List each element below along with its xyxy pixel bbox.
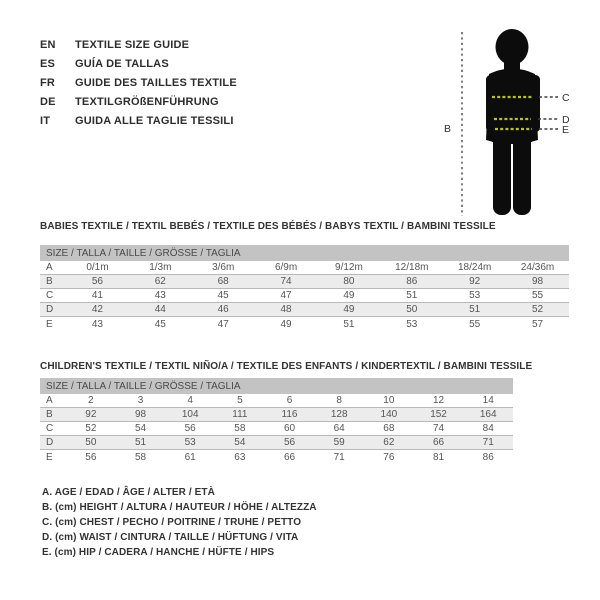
size-value-cell: 44 (154, 304, 166, 315)
size-table-row (40, 303, 569, 317)
children-size-table (40, 378, 513, 464)
size-value-cell: 140 (380, 409, 398, 420)
language-title: GUÍA DE TALLAS (75, 57, 169, 70)
size-table-row (40, 450, 513, 464)
size-value-cell: 12/18m (395, 262, 429, 273)
size-value-cell: 1/3m (149, 262, 172, 273)
size-table-row (40, 317, 569, 331)
size-value-cell: 18/24m (458, 262, 492, 273)
silhouette-right-arm (531, 75, 540, 132)
size-value-cell: 81 (432, 451, 445, 463)
legend-line: E. (cm) HIP / CADERA / HANCHE / HÜFTE / HIPS (42, 547, 275, 558)
size-table-row (40, 408, 513, 422)
size-value-cell: 53 (469, 290, 481, 301)
language-row (40, 111, 237, 130)
size-value-cell: 164 (479, 409, 497, 420)
size-figure (438, 16, 598, 231)
size-value-cell: 76 (383, 451, 395, 463)
size-value-cell: 80 (343, 276, 355, 287)
language-title: TEXTILE SIZE GUIDE (75, 38, 190, 51)
language-title: GUIDA ALLE TAGLIE TESSILI (75, 114, 234, 127)
language-code: DE (40, 95, 56, 108)
size-value-cell: 6/9m (274, 262, 298, 273)
row-measure-label: B (46, 276, 53, 287)
language-row (40, 92, 237, 111)
size-value-cell: 71 (482, 437, 494, 448)
babies-table-title: BABIES TEXTILE / TEXTIL BEBÉS / TEXTILE DES BÉBÉS / BABYS TEXTIL / BAMBINI TESSILE (40, 221, 496, 232)
children-table-title: CHILDREN'S TEXTILE / TEXTIL NIÑO/A / TEXTILE DES ENFANTS / KINDERTEXTIL / BAMBINI TESSILE (40, 361, 533, 372)
size-value-cell: 46 (217, 304, 229, 315)
size-value-cell: 111 (232, 409, 248, 420)
size-value-cell: 86 (482, 451, 494, 463)
size-value-cell: 3/6m (212, 262, 235, 273)
language-row (40, 35, 237, 54)
size-value-cell: 47 (280, 290, 292, 301)
language-title-list (40, 35, 237, 130)
size-value-cell: 68 (383, 423, 395, 434)
hip-label: E (562, 124, 570, 136)
row-measure-label: E (46, 451, 53, 463)
row-measure-label: E (46, 318, 53, 330)
size-value-cell: 98 (134, 409, 147, 420)
size-header-row: SIZE / TALLA / TAILLE / GRÖSSE / TAGLIA (40, 245, 569, 261)
size-header-row: SIZE / TALLA / TAILLE / GRÖSSE / TAGLIA (40, 378, 513, 394)
size-value-cell: 63 (234, 451, 246, 463)
size-value-cell: 52 (85, 423, 97, 434)
size-value-cell: 98 (532, 276, 544, 287)
row-measure-label: A (46, 262, 53, 273)
size-value-cell: 128 (330, 409, 348, 420)
child-silhouette-diagram (438, 16, 598, 231)
size-value-cell: 50 (85, 437, 97, 448)
size-value-cell: 84 (482, 423, 494, 434)
size-value-cell: 47 (217, 318, 229, 330)
size-value-cell: 54 (134, 423, 147, 434)
row-measure-label: C (46, 290, 54, 301)
size-value-cell: 62 (154, 276, 166, 287)
size-value-cell: 57 (532, 318, 544, 330)
row-measure-label: A (46, 395, 53, 406)
size-table-row (40, 436, 513, 450)
child-silhouette (486, 29, 540, 215)
size-value-cell: 51 (469, 304, 481, 315)
size-value-cell: 56 (91, 276, 103, 287)
row-measure-label: C (46, 423, 54, 434)
size-value-cell: 58 (134, 451, 147, 463)
row-measure-label: D (46, 437, 54, 448)
size-value-cell: 55 (469, 318, 481, 330)
size-value-cell: 74 (432, 423, 445, 434)
size-value-cell: 0/1m (86, 262, 109, 273)
size-value-cell: 60 (283, 423, 296, 434)
row-measure-label: D (46, 304, 54, 315)
size-value-cell: 49 (343, 290, 355, 301)
legend-line: A. AGE / EDAD / ÂGE / ALTER / ETÀ (42, 487, 215, 498)
language-code: FR (40, 76, 56, 89)
size-value-cell: 8 (336, 395, 342, 406)
size-value-cell: 49 (280, 318, 292, 330)
size-value-cell: 74 (280, 276, 292, 287)
size-value-cell: 42 (91, 304, 103, 315)
size-value-cell: 5 (237, 395, 243, 406)
size-value-cell: 56 (283, 437, 296, 448)
size-value-cell: 4 (187, 395, 193, 406)
size-value-cell: 10 (383, 395, 395, 406)
size-value-cell: 53 (406, 318, 418, 330)
language-row (40, 54, 237, 73)
size-value-cell: 43 (154, 290, 166, 301)
size-value-cell: 71 (333, 451, 345, 463)
silhouette-right-leg (513, 120, 531, 215)
size-value-cell: 53 (184, 437, 196, 448)
size-table-row (40, 289, 569, 303)
size-value-cell: 24/36m (520, 262, 555, 273)
size-value-cell: 55 (532, 290, 544, 301)
size-value-cell: 51 (343, 318, 355, 330)
size-value-cell: 49 (343, 304, 355, 315)
size-value-cell: 104 (181, 409, 199, 420)
size-value-cell: 14 (482, 395, 494, 406)
size-value-cell: 9/12m (335, 262, 363, 273)
size-value-cell: 54 (234, 437, 246, 448)
size-value-cell: 6 (286, 395, 293, 406)
size-table-row (40, 422, 513, 436)
size-value-cell: 86 (406, 276, 418, 287)
size-value-cell: 2 (88, 395, 94, 406)
language-code: ES (40, 57, 56, 70)
size-value-cell: 62 (383, 437, 395, 448)
language-title: TEXTILGRÖßENFÜHRUNG (75, 95, 219, 108)
size-value-cell: 152 (430, 409, 447, 420)
height-label: B (444, 123, 452, 135)
legend-line: D. (cm) WAIST / CINTURA / TAILLE / HÜFTUNG / VITA (42, 532, 299, 543)
size-value-cell: 48 (280, 304, 292, 315)
language-title: GUIDE DES TAILLES TEXTILE (75, 76, 237, 89)
language-code: IT (40, 114, 51, 127)
language-code: EN (40, 38, 56, 51)
silhouette-neck (504, 58, 520, 70)
size-value-cell: 116 (281, 409, 298, 420)
language-row (40, 73, 237, 92)
size-value-cell: 45 (154, 318, 166, 330)
size-value-cell: 50 (406, 304, 418, 315)
legend-line: B. (cm) HEIGHT / ALTURA / HAUTEUR / HÖHE / ALTEZZA (42, 502, 317, 513)
silhouette-left-leg (493, 120, 511, 215)
size-value-cell: 66 (432, 437, 445, 448)
size-table-row (40, 394, 513, 408)
size-value-cell: 92 (469, 276, 481, 287)
waist-label: D (562, 114, 570, 126)
size-value-cell: 56 (85, 451, 97, 463)
size-value-cell: 68 (217, 276, 229, 287)
size-value-cell: 92 (85, 409, 97, 420)
size-value-cell: 3 (137, 395, 144, 406)
size-value-cell: 51 (406, 290, 418, 301)
babies-size-table (40, 245, 569, 331)
size-value-cell: 56 (184, 423, 196, 434)
size-value-cell: 51 (134, 437, 147, 448)
row-measure-label: B (46, 409, 53, 420)
size-value-cell: 43 (91, 318, 103, 330)
size-value-cell: 59 (333, 437, 345, 448)
size-table-row (40, 275, 569, 289)
size-value-cell: 52 (532, 304, 544, 315)
measurement-legend (42, 487, 317, 562)
size-value-cell: 12 (432, 395, 445, 406)
size-value-cell: 41 (91, 290, 103, 301)
size-value-cell: 45 (217, 290, 229, 301)
chest-label: C (562, 92, 570, 104)
size-value-cell: 61 (184, 451, 196, 463)
legend-line: C. (cm) CHEST / PECHO / POITRINE / TRUHE / PETTO (42, 517, 302, 528)
size-table-row (40, 261, 569, 275)
size-value-cell: 66 (283, 451, 296, 463)
size-value-cell: 58 (234, 423, 246, 434)
size-value-cell: 64 (333, 423, 345, 434)
